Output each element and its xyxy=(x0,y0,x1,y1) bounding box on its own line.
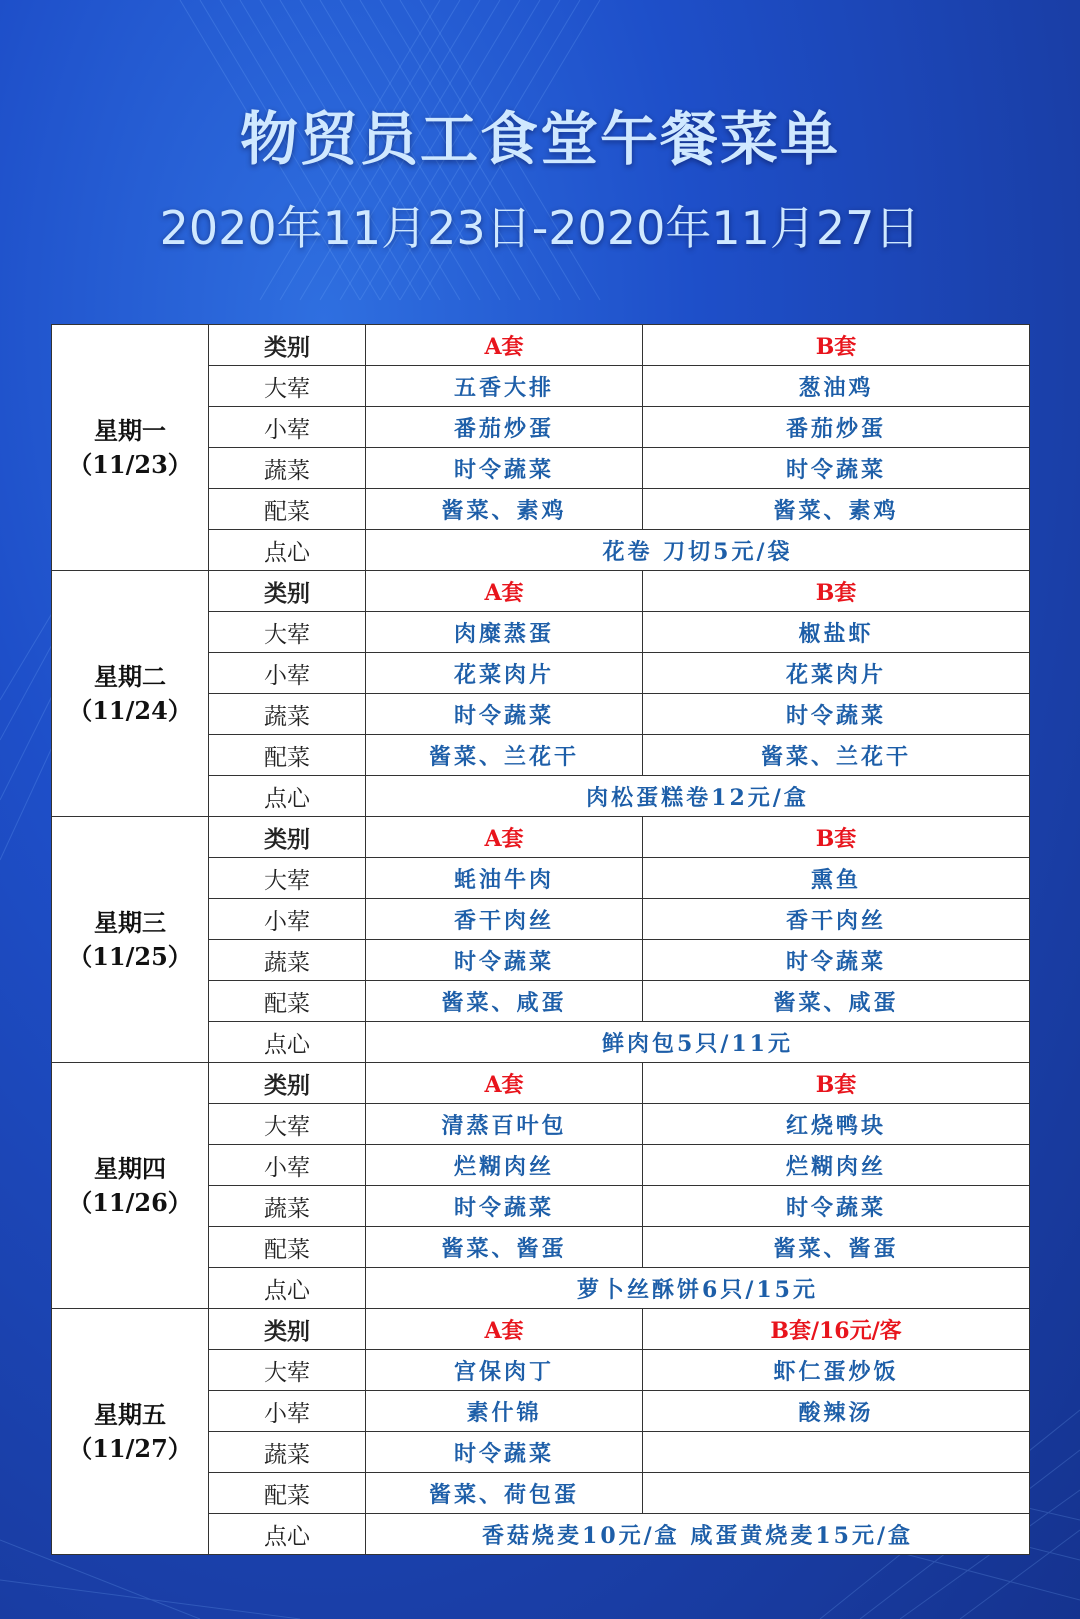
set-a-dish: 时令蔬菜 xyxy=(366,1432,643,1473)
set-a-dish: 番茄炒蛋 xyxy=(366,407,643,448)
category-cell: 小荤 xyxy=(209,1391,366,1432)
category-cell: 蔬菜 xyxy=(209,694,366,735)
set-a-dish: 酱菜、酱蛋 xyxy=(366,1227,643,1268)
menu-table-body xyxy=(52,325,1030,1555)
set-b-dish: 时令蔬菜 xyxy=(643,940,1030,981)
set-b-dish: 时令蔬菜 xyxy=(643,1186,1030,1227)
day-label-cell xyxy=(52,817,209,1063)
category-cell: 大荤 xyxy=(209,1350,366,1391)
set-b-dish: 时令蔬菜 xyxy=(643,448,1030,489)
set-b-dish xyxy=(643,1473,1030,1514)
category-cell: 蔬菜 xyxy=(209,448,366,489)
day-date: （11/25） xyxy=(68,941,192,971)
set-a-dish: 酱菜、咸蛋 xyxy=(366,981,643,1022)
category-cell: 配菜 xyxy=(209,981,366,1022)
day-name: 星期三 xyxy=(94,907,166,937)
set-b-dish: 酱菜、酱蛋 xyxy=(643,1227,1030,1268)
set-b-dish: 椒盐虾 xyxy=(643,612,1030,653)
category-cell: 配菜 xyxy=(209,1473,366,1514)
category-header: 类别 xyxy=(209,571,366,612)
set-b-dish: 番茄炒蛋 xyxy=(643,407,1030,448)
category-cell: 蔬菜 xyxy=(209,1186,366,1227)
category-header: 类别 xyxy=(209,325,366,366)
day-name: 星期四 xyxy=(94,1153,166,1183)
set-b-dish: 香干肉丝 xyxy=(643,899,1030,940)
day-label-cell xyxy=(52,1309,209,1555)
set-a-header: A套 xyxy=(366,1063,643,1104)
day-label-cell xyxy=(52,1063,209,1309)
category-cell: 蔬菜 xyxy=(209,1432,366,1473)
set-a-dish: 时令蔬菜 xyxy=(366,448,643,489)
day-header-row xyxy=(52,1309,1030,1350)
set-b-dish: 虾仁蛋炒饭 xyxy=(643,1350,1030,1391)
set-b-dish: 酱菜、兰花干 xyxy=(643,735,1030,776)
day-date: （11/23） xyxy=(68,449,192,479)
set-b-header: B套 xyxy=(643,325,1030,366)
set-b-dish: 红烧鸭块 xyxy=(643,1104,1030,1145)
set-b-header: B套 xyxy=(643,571,1030,612)
day-header-row xyxy=(52,1063,1030,1104)
set-a-dish: 花菜肉片 xyxy=(366,653,643,694)
dessert-label: 点心 xyxy=(209,530,366,571)
set-a-dish: 素什锦 xyxy=(366,1391,643,1432)
dessert-item: 萝卜丝酥饼6只/15元 xyxy=(366,1268,1030,1309)
day-header-row xyxy=(52,571,1030,612)
category-cell: 配菜 xyxy=(209,735,366,776)
dessert-label: 点心 xyxy=(209,1514,366,1555)
set-a-dish: 清蒸百叶包 xyxy=(366,1104,643,1145)
page-title: 物贸员工食堂午餐菜单 xyxy=(239,105,840,173)
day-date: （11/26） xyxy=(68,1187,192,1217)
category-cell: 大荤 xyxy=(209,1104,366,1145)
category-header: 类别 xyxy=(209,1309,366,1350)
category-cell: 小荤 xyxy=(209,407,366,448)
set-a-header: A套 xyxy=(366,1309,643,1350)
set-b-header: B套 xyxy=(643,817,1030,858)
dessert-item: 肉松蛋糕卷12元/盒 xyxy=(366,776,1030,817)
set-a-dish: 时令蔬菜 xyxy=(366,940,643,981)
set-a-dish: 肉糜蒸蛋 xyxy=(366,612,643,653)
category-cell: 配菜 xyxy=(209,489,366,530)
category-cell: 大荤 xyxy=(209,366,366,407)
day-header-row xyxy=(52,817,1030,858)
dessert-item: 香菇烧麦10元/盒 咸蛋黄烧麦15元/盒 xyxy=(366,1514,1030,1555)
category-header: 类别 xyxy=(209,1063,366,1104)
set-b-dish: 葱油鸡 xyxy=(643,366,1030,407)
set-b-dish xyxy=(643,1432,1030,1473)
day-label-cell xyxy=(52,571,209,817)
set-b-dish: 花菜肉片 xyxy=(643,653,1030,694)
day-label-cell xyxy=(52,325,209,571)
set-a-dish: 五香大排 xyxy=(366,366,643,407)
category-cell: 大荤 xyxy=(209,612,366,653)
set-a-dish: 时令蔬菜 xyxy=(366,1186,643,1227)
set-a-dish: 酱菜、荷包蛋 xyxy=(366,1473,643,1514)
category-cell: 大荤 xyxy=(209,858,366,899)
set-a-dish: 蚝油牛肉 xyxy=(366,858,643,899)
set-b-dish: 熏鱼 xyxy=(643,858,1030,899)
set-a-dish: 时令蔬菜 xyxy=(366,694,643,735)
set-b-dish: 酱菜、素鸡 xyxy=(643,489,1030,530)
set-a-header: A套 xyxy=(366,325,643,366)
dessert-label: 点心 xyxy=(209,1022,366,1063)
category-cell: 小荤 xyxy=(209,899,366,940)
category-cell: 蔬菜 xyxy=(209,940,366,981)
dessert-item: 花卷 刀切5元/袋 xyxy=(366,530,1030,571)
set-a-header: A套 xyxy=(366,571,643,612)
dessert-item: 鲜肉包5只/11元 xyxy=(366,1022,1030,1063)
category-cell: 配菜 xyxy=(209,1227,366,1268)
day-name: 星期二 xyxy=(94,661,166,691)
day-name: 星期一 xyxy=(94,415,166,445)
day-header-row xyxy=(52,325,1030,366)
set-b-header: B套/16元/客 xyxy=(643,1309,1030,1350)
dessert-label: 点心 xyxy=(209,1268,366,1309)
category-cell: 小荤 xyxy=(209,653,366,694)
day-name: 星期五 xyxy=(94,1399,166,1429)
set-a-dish: 香干肉丝 xyxy=(366,899,643,940)
day-date: （11/24） xyxy=(68,695,192,725)
set-b-dish: 时令蔬菜 xyxy=(643,694,1030,735)
set-a-dish: 酱菜、素鸡 xyxy=(366,489,643,530)
category-header: 类别 xyxy=(209,817,366,858)
category-cell: 小荤 xyxy=(209,1145,366,1186)
set-a-header: A套 xyxy=(366,817,643,858)
date-range: 2020年11月23日-2020年11月27日 xyxy=(159,201,921,255)
set-b-dish: 酱菜、咸蛋 xyxy=(643,981,1030,1022)
set-a-dish: 宫保肉丁 xyxy=(366,1350,643,1391)
menu-table xyxy=(51,324,1030,1555)
set-a-dish: 酱菜、兰花干 xyxy=(366,735,643,776)
set-b-dish: 烂糊肉丝 xyxy=(643,1145,1030,1186)
set-b-dish: 酸辣汤 xyxy=(643,1391,1030,1432)
dessert-label: 点心 xyxy=(209,776,366,817)
set-a-dish: 烂糊肉丝 xyxy=(366,1145,643,1186)
day-date: （11/27） xyxy=(68,1433,192,1463)
set-b-header: B套 xyxy=(643,1063,1030,1104)
